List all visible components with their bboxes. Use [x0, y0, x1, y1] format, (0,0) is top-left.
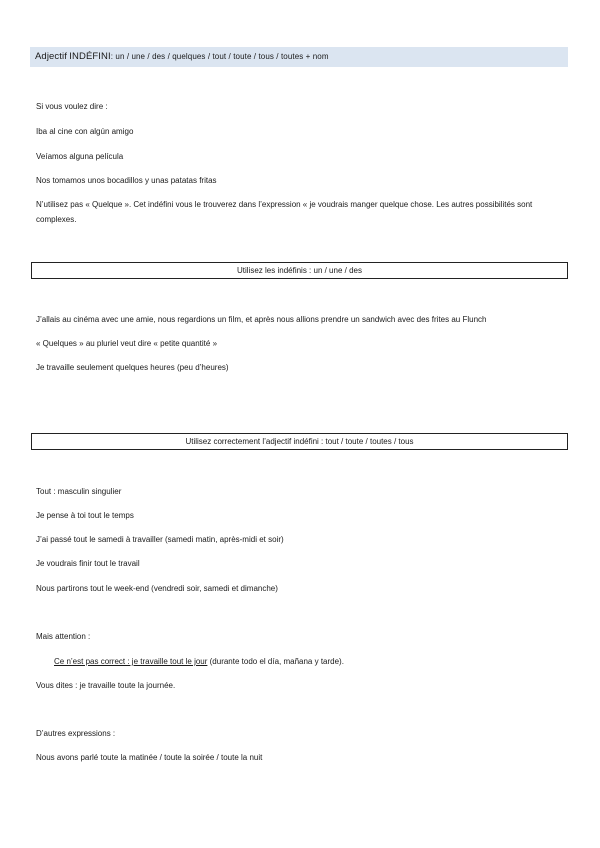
tout-line-3: J’ai passé tout le samedi à travailler (samedi matin, après-midi et soir) — [36, 535, 284, 544]
tout-line-4: Je voudrais finir tout le travail — [36, 559, 140, 568]
tout-line-2: Je pense à toi tout le temps — [36, 511, 134, 520]
tout-line-5: Nous partirons tout le week-end (vendredi soir, samedi et dimanche) — [36, 584, 278, 593]
note-paragraph: N’utilisez pas « Quelque ». Cet indéfini vous le trouverez dans l’expression « je voudrais manger quelque chose. Les autres possibilités sont complexes. — [36, 200, 533, 224]
header-title-prefix: Adjectif — [35, 51, 67, 62]
example-line-1: Iba al cine con algún amigo — [36, 127, 134, 136]
other-expressions-line: Nous avons parlé toute la matinée / toute la soirée / toute la nuit — [36, 753, 263, 762]
other-expressions-heading: D’autres expressions : — [36, 729, 116, 738]
header-title-rest: : un / une / des / quelques / tout / toute / tous / toutes + nom — [110, 52, 329, 61]
paragraph-line-1: J’allais au cinéma avec une amie, nous regardions un film, et après nous allions prendre un sandwich avec des frites au Flunch — [36, 315, 487, 324]
paragraph-line-3: Je travaille seulement quelques heures (peu d’heures) — [36, 363, 229, 372]
header-title — [35, 51, 329, 62]
section-box-un-une-des: Utilisez les indéfinis : un / une / des — [31, 262, 568, 279]
incorrect-example — [54, 657, 344, 666]
incorrect-example-rest: (durante todo el día, mañana y tarde). — [207, 657, 344, 666]
attention-heading: Mais attention : — [36, 632, 91, 641]
tout-line-1: Tout : masculin singulier — [36, 487, 122, 496]
header-title-strong: INDÉFINI — [69, 51, 111, 62]
example-line-2: Veíamos alguna película — [36, 152, 124, 161]
paragraph-line-2: « Quelques » au pluriel veut dire « petite quantité » — [36, 339, 218, 348]
section-box-tout: Utilisez correctement l’adjectif indéfini : tout / toute / toutes / tous — [31, 433, 568, 450]
intro-line: Si vous voulez dire : — [36, 102, 108, 111]
header-bar — [30, 47, 568, 67]
example-line-3: Nos tomamos unos bocadillos y unas patatas fritas — [36, 176, 217, 185]
incorrect-example-underlined: Ce n’est pas correct : je travaille tout le jour — [54, 657, 208, 666]
correct-example: Vous dites : je travaille toute la journée. — [36, 681, 176, 690]
